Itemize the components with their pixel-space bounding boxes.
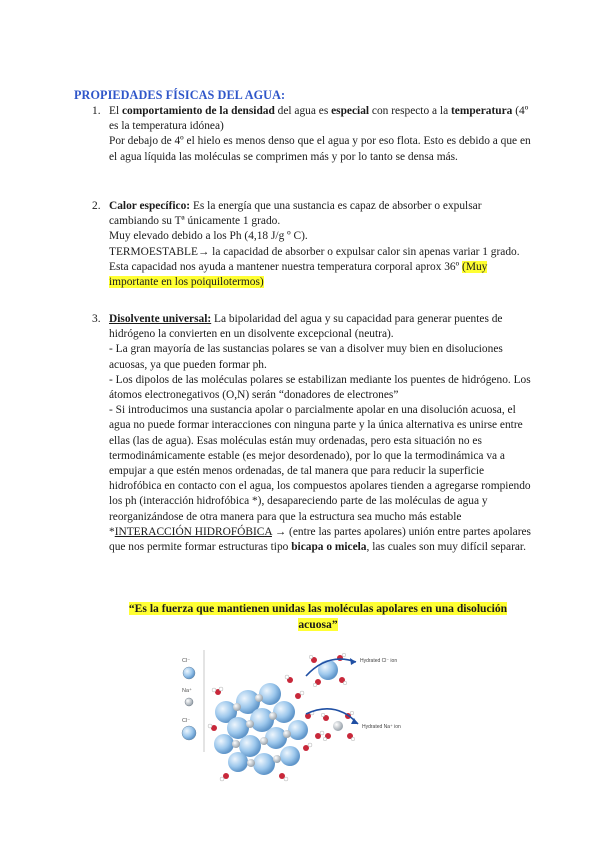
- term-specific-heat: Calor específico:: [109, 200, 191, 212]
- section-universal-solvent: [92, 312, 532, 555]
- term-density: comportamiento de la densidad: [121, 105, 275, 117]
- term-temperature: temperatura: [451, 105, 513, 117]
- section-intro: El comportamiento de la densidad del agua es especial con respecto a la temperatura (4º es la temperatura idónea): [109, 105, 529, 133]
- svg-text:Na⁺: Na⁺: [182, 688, 192, 694]
- figure-label-sodium: Hydrated Na⁺ ion: [362, 724, 401, 730]
- section-paragraph: Por debajo de 4º el hielo es menos denso que el agua y por eso flota. Esto es debido a que en el agua líquida las moléculas se comprimen más y por lo tanto se densa más.: [109, 135, 531, 163]
- highlighted-quote: “Es la fuerza que mantienen unidas las moléculas apolares en una disolución acuosa”: [128, 602, 508, 631]
- figure-label-chloride: Hydrated Cl⁻ ion: [360, 658, 398, 664]
- highlighted-note: (Muy importante en los poiquilotermos): [109, 260, 488, 289]
- list-number: 2.: [92, 200, 101, 212]
- section-paragraph: TERMOESTABLE→ la capacidad de absorber o expulsar calor sin apenas variar 1 grado. Esta capacidad nos ayuda a mantener nuestra temperatura corporal aprox 36º (Muy importante en los poiquilotermos): [109, 245, 520, 289]
- list-number: 1.: [92, 105, 101, 117]
- section-specific-heat: [92, 199, 532, 290]
- section-paragraph: - Si introducimos una sustancia apolar o parcialmente apolar en una disolución acuosa, el agua no puede formar interacciones con ninguna parte y la única alternativa es unirse entre ellas (las de agua). Esas moléculas están muy ordenadas, pero esta situación no es termodinámicamente estable (es mejor desordenado), por lo que la termodinámica va a empujar a que estén menos ordenadas, de tal manera que para reducir la superficie hidrofóbica en contacto con el agua, los compuestos apolares tienden a agregarse rompiendo los ph (interacción hidrofóbica *), desapareciendo parte de las moléculas de agua y reorganizándose de otra manera para que la estructura sea mucho más estable: [109, 404, 531, 523]
- hydrated-ions-figure: [178, 640, 418, 790]
- section-intro: Calor específico: Es la energía que una sustancia es capaz de absorber o expulsar cambiando su Tª únicamente 1 grado.: [109, 200, 482, 228]
- section-paragraph: *INTERACCIÓN HIDROFÓBICA → (entre las partes apolares) unión entre partes apolares que nos permite formar estructuras tipo bicapa o micela, las cuales son muy difícil separar.: [109, 525, 531, 554]
- section-paragraph: - La gran mayoría de las sustancias polares se van a disolver muy bien en disoluciones acuosas, ya que pueden formar ph.: [109, 343, 503, 371]
- section-paragraph: Muy elevado debido a los Ph (4,18 J/g º C).: [109, 230, 308, 243]
- term-hydrophobic: INTERACCIÓN HIDROFÓBICA: [114, 525, 272, 538]
- page-title: PROPIEDADES FÍSICAS DEL AGUA:: [74, 88, 286, 102]
- svg-text:Cl⁻: Cl⁻: [182, 658, 191, 664]
- svg-text:Cl⁻: Cl⁻: [182, 718, 191, 724]
- term-bilayer: bicapa o micela: [291, 541, 367, 554]
- section-paragraph: - Los dipolos de las moléculas polares se estabilizan mediante los puentes de hidrógeno. Los átomos electronegativos (O,N) serán “donadores de electrones”: [109, 373, 531, 402]
- list-number: 3.: [92, 313, 101, 325]
- section-intro: Disolvente universal: La bipolaridad del agua y su capacidad para generar puentes de hidrógeno la convierten en un disolvente excepcional (neutra).: [109, 313, 503, 341]
- section-density: [92, 104, 532, 165]
- term-universal-solvent: Disolvente universal:: [109, 313, 212, 325]
- term-special: especial: [331, 105, 370, 117]
